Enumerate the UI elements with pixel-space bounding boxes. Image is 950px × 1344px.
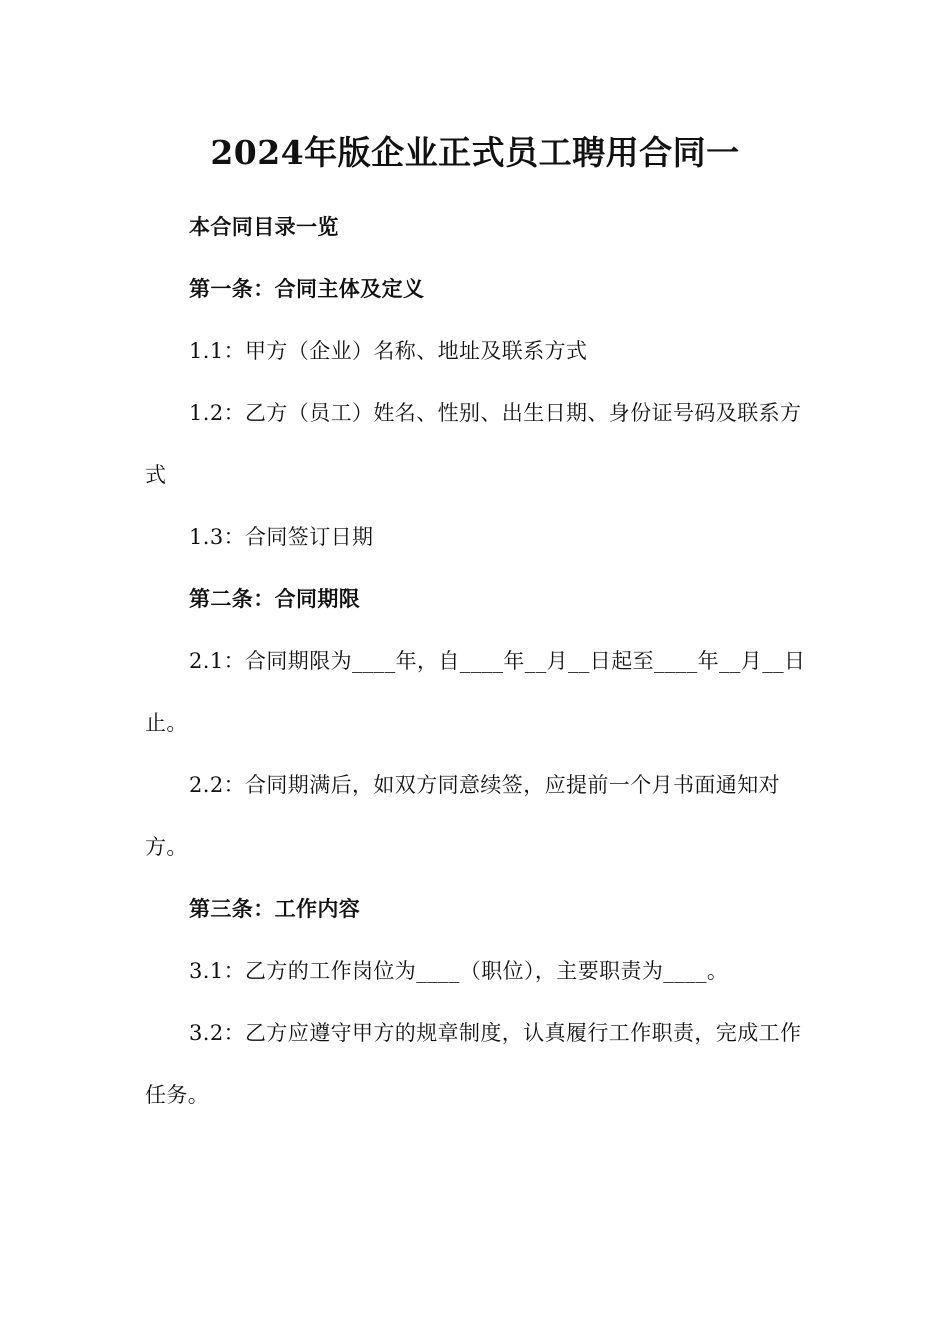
clause-3-1: 3.1：乙方的工作岗位为____（职位），主要职责为____。 — [189, 959, 729, 983]
clause-2-1: 2.1：合同期限为____年，自____年__月__日起至____年__月__日止。 — [145, 649, 806, 735]
toc-heading: 本合同目录一览 — [189, 214, 339, 239]
article-2-heading: 第二条：合同期限 — [189, 586, 361, 611]
clause-3-2: 3.2：乙方应遵守甲方的规章制度，认真履行工作职责，完成工作任务。 — [145, 1021, 802, 1107]
document-title: 2024年版企业正式员工聘用合同一 — [210, 133, 740, 172]
clause-1-3: 1.3：合同签订日期 — [189, 525, 374, 549]
clause-1-1: 1.1：甲方（企业）名称、地址及联系方式 — [189, 339, 588, 363]
article-1-heading: 第一条：合同主体及定义 — [189, 276, 425, 301]
clause-1-2: 1.2：乙方（员工）姓名、性别、出生日期、身份证号码及联系方式 — [145, 401, 802, 487]
clause-2-2: 2.2：合同期满后，如双方同意续签，应提前一个月书面通知对方。 — [145, 773, 780, 859]
document-body — [145, 196, 810, 1126]
article-3-heading: 第三条：工作内容 — [189, 896, 361, 921]
